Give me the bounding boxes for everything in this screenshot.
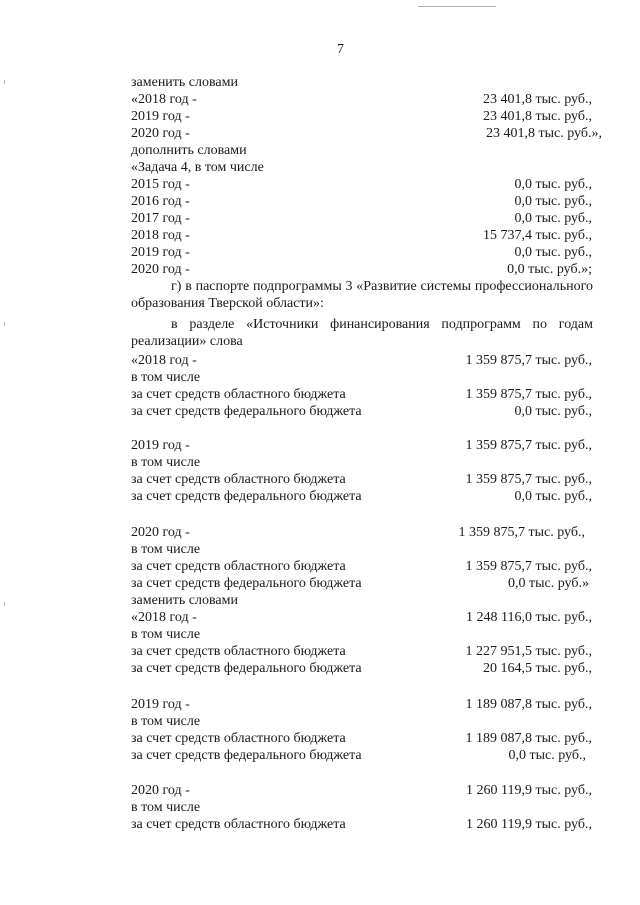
- doc-amount: 0,0 тыс. руб.»: [508, 576, 589, 591]
- doc-line: 2020 год -: [131, 783, 190, 798]
- doc-amount: 1 359 875,7 тыс. руб.,: [465, 387, 592, 402]
- doc-line: 2019 год -: [131, 109, 190, 124]
- doc-line: за счет средств федерального бюджета: [131, 404, 362, 419]
- doc-amount: 0,0 тыс. руб.,: [514, 404, 592, 419]
- doc-line: 2019 год -: [131, 438, 190, 453]
- doc-line: «Задача 4, в том числе: [131, 160, 264, 175]
- doc-amount: 1 359 875,7 тыс. руб.,: [465, 472, 592, 487]
- doc-line: в том числе: [131, 370, 201, 385]
- doc-amount: 1 260 119,9 тыс. руб.,: [466, 817, 592, 832]
- doc-line: за счет средств федерального бюджета: [131, 489, 362, 504]
- doc-amount: 0,0 тыс. руб.,: [508, 748, 586, 763]
- scan-mark-top: [418, 6, 496, 7]
- doc-line: 2017 год -: [131, 211, 190, 226]
- doc-line: 2019 год -: [131, 697, 190, 712]
- doc-amount: 23 401,8 тыс. руб.»,: [486, 126, 602, 141]
- doc-line: за счет средств федерального бюджета: [131, 661, 362, 676]
- doc-line: в том числе: [131, 800, 201, 815]
- doc-line: за счет средств областного бюджета: [131, 472, 346, 487]
- doc-line: за счет средств областного бюджета: [131, 644, 346, 659]
- doc-line: дополнить словами: [131, 143, 247, 158]
- doc-amount: 23 401,8 тыс. руб.,: [483, 92, 592, 107]
- doc-amount: 1 359 875,7 тыс. руб.,: [465, 353, 592, 368]
- scan-mark-left-2: [4, 322, 5, 326]
- doc-line: за счет средств областного бюджета: [131, 387, 346, 402]
- paragraph-section: в разделе «Источники финансирования подпрограмм по годам реализации» слова: [131, 317, 593, 349]
- doc-amount: 23 401,8 тыс. руб.,: [483, 109, 592, 124]
- doc-line: 2016 год -: [131, 194, 190, 209]
- doc-amount: 0,0 тыс. руб.,: [514, 211, 592, 226]
- doc-line: «2018 год -: [131, 353, 197, 368]
- doc-amount: 1 248 116,0 тыс. руб.,: [466, 610, 592, 625]
- scan-mark-left-1: [4, 80, 5, 84]
- doc-amount: 15 737,4 тыс. руб.,: [483, 228, 592, 243]
- doc-line: 2020 год -: [131, 126, 190, 141]
- doc-amount: 0,0 тыс. руб.,: [514, 245, 592, 260]
- doc-line: за счет средств федерального бюджета: [131, 748, 362, 763]
- doc-line: за счет средств федерального бюджета: [131, 576, 362, 591]
- doc-line: 2020 год -: [131, 262, 190, 277]
- doc-line: в том числе: [131, 542, 201, 557]
- doc-line: «2018 год -: [131, 610, 197, 625]
- scan-mark-left-3: [4, 602, 5, 606]
- doc-amount: 0,0 тыс. руб.»;: [507, 262, 592, 277]
- doc-line: заменить словами: [131, 75, 238, 90]
- doc-line: за счет средств областного бюджета: [131, 731, 346, 746]
- page-number: 7: [337, 42, 344, 57]
- doc-line: за счет средств областного бюджета: [131, 817, 346, 832]
- doc-amount: 0,0 тыс. руб.,: [514, 177, 592, 192]
- doc-line: 2019 год -: [131, 245, 190, 260]
- doc-amount: 1 359 875,7 тыс. руб.,: [465, 559, 592, 574]
- doc-amount: 1 189 087,8 тыс. руб.,: [465, 697, 592, 712]
- doc-amount: 1 359 875,7 тыс. руб.,: [465, 438, 592, 453]
- doc-amount: 0,0 тыс. руб.,: [514, 489, 592, 504]
- doc-line: в том числе: [131, 714, 201, 729]
- doc-amount: 1 189 087,8 тыс. руб.,: [465, 731, 592, 746]
- doc-amount: 0,0 тыс. руб.,: [514, 194, 592, 209]
- doc-amount: 1 359 875,7 тыс. руб.,: [458, 525, 585, 540]
- doc-line: 2018 год -: [131, 228, 190, 243]
- doc-line: за счет средств областного бюджета: [131, 559, 346, 574]
- doc-amount: 1 227 951,5 тыс. руб.,: [465, 644, 592, 659]
- doc-line: заменить словами: [131, 593, 238, 608]
- doc-line: 2020 год -: [131, 525, 190, 540]
- doc-line: в том числе: [131, 627, 201, 642]
- doc-line: «2018 год -: [131, 92, 197, 107]
- paragraph-g: г) в паспорте подпрограммы 3 «Развитие системы профессионального образования Тверской области»:: [131, 279, 593, 311]
- doc-line: 2015 год -: [131, 177, 190, 192]
- doc-line: в том числе: [131, 455, 201, 470]
- doc-amount: 1 260 119,9 тыс. руб.,: [466, 783, 592, 798]
- doc-amount: 20 164,5 тыс. руб.,: [483, 661, 592, 676]
